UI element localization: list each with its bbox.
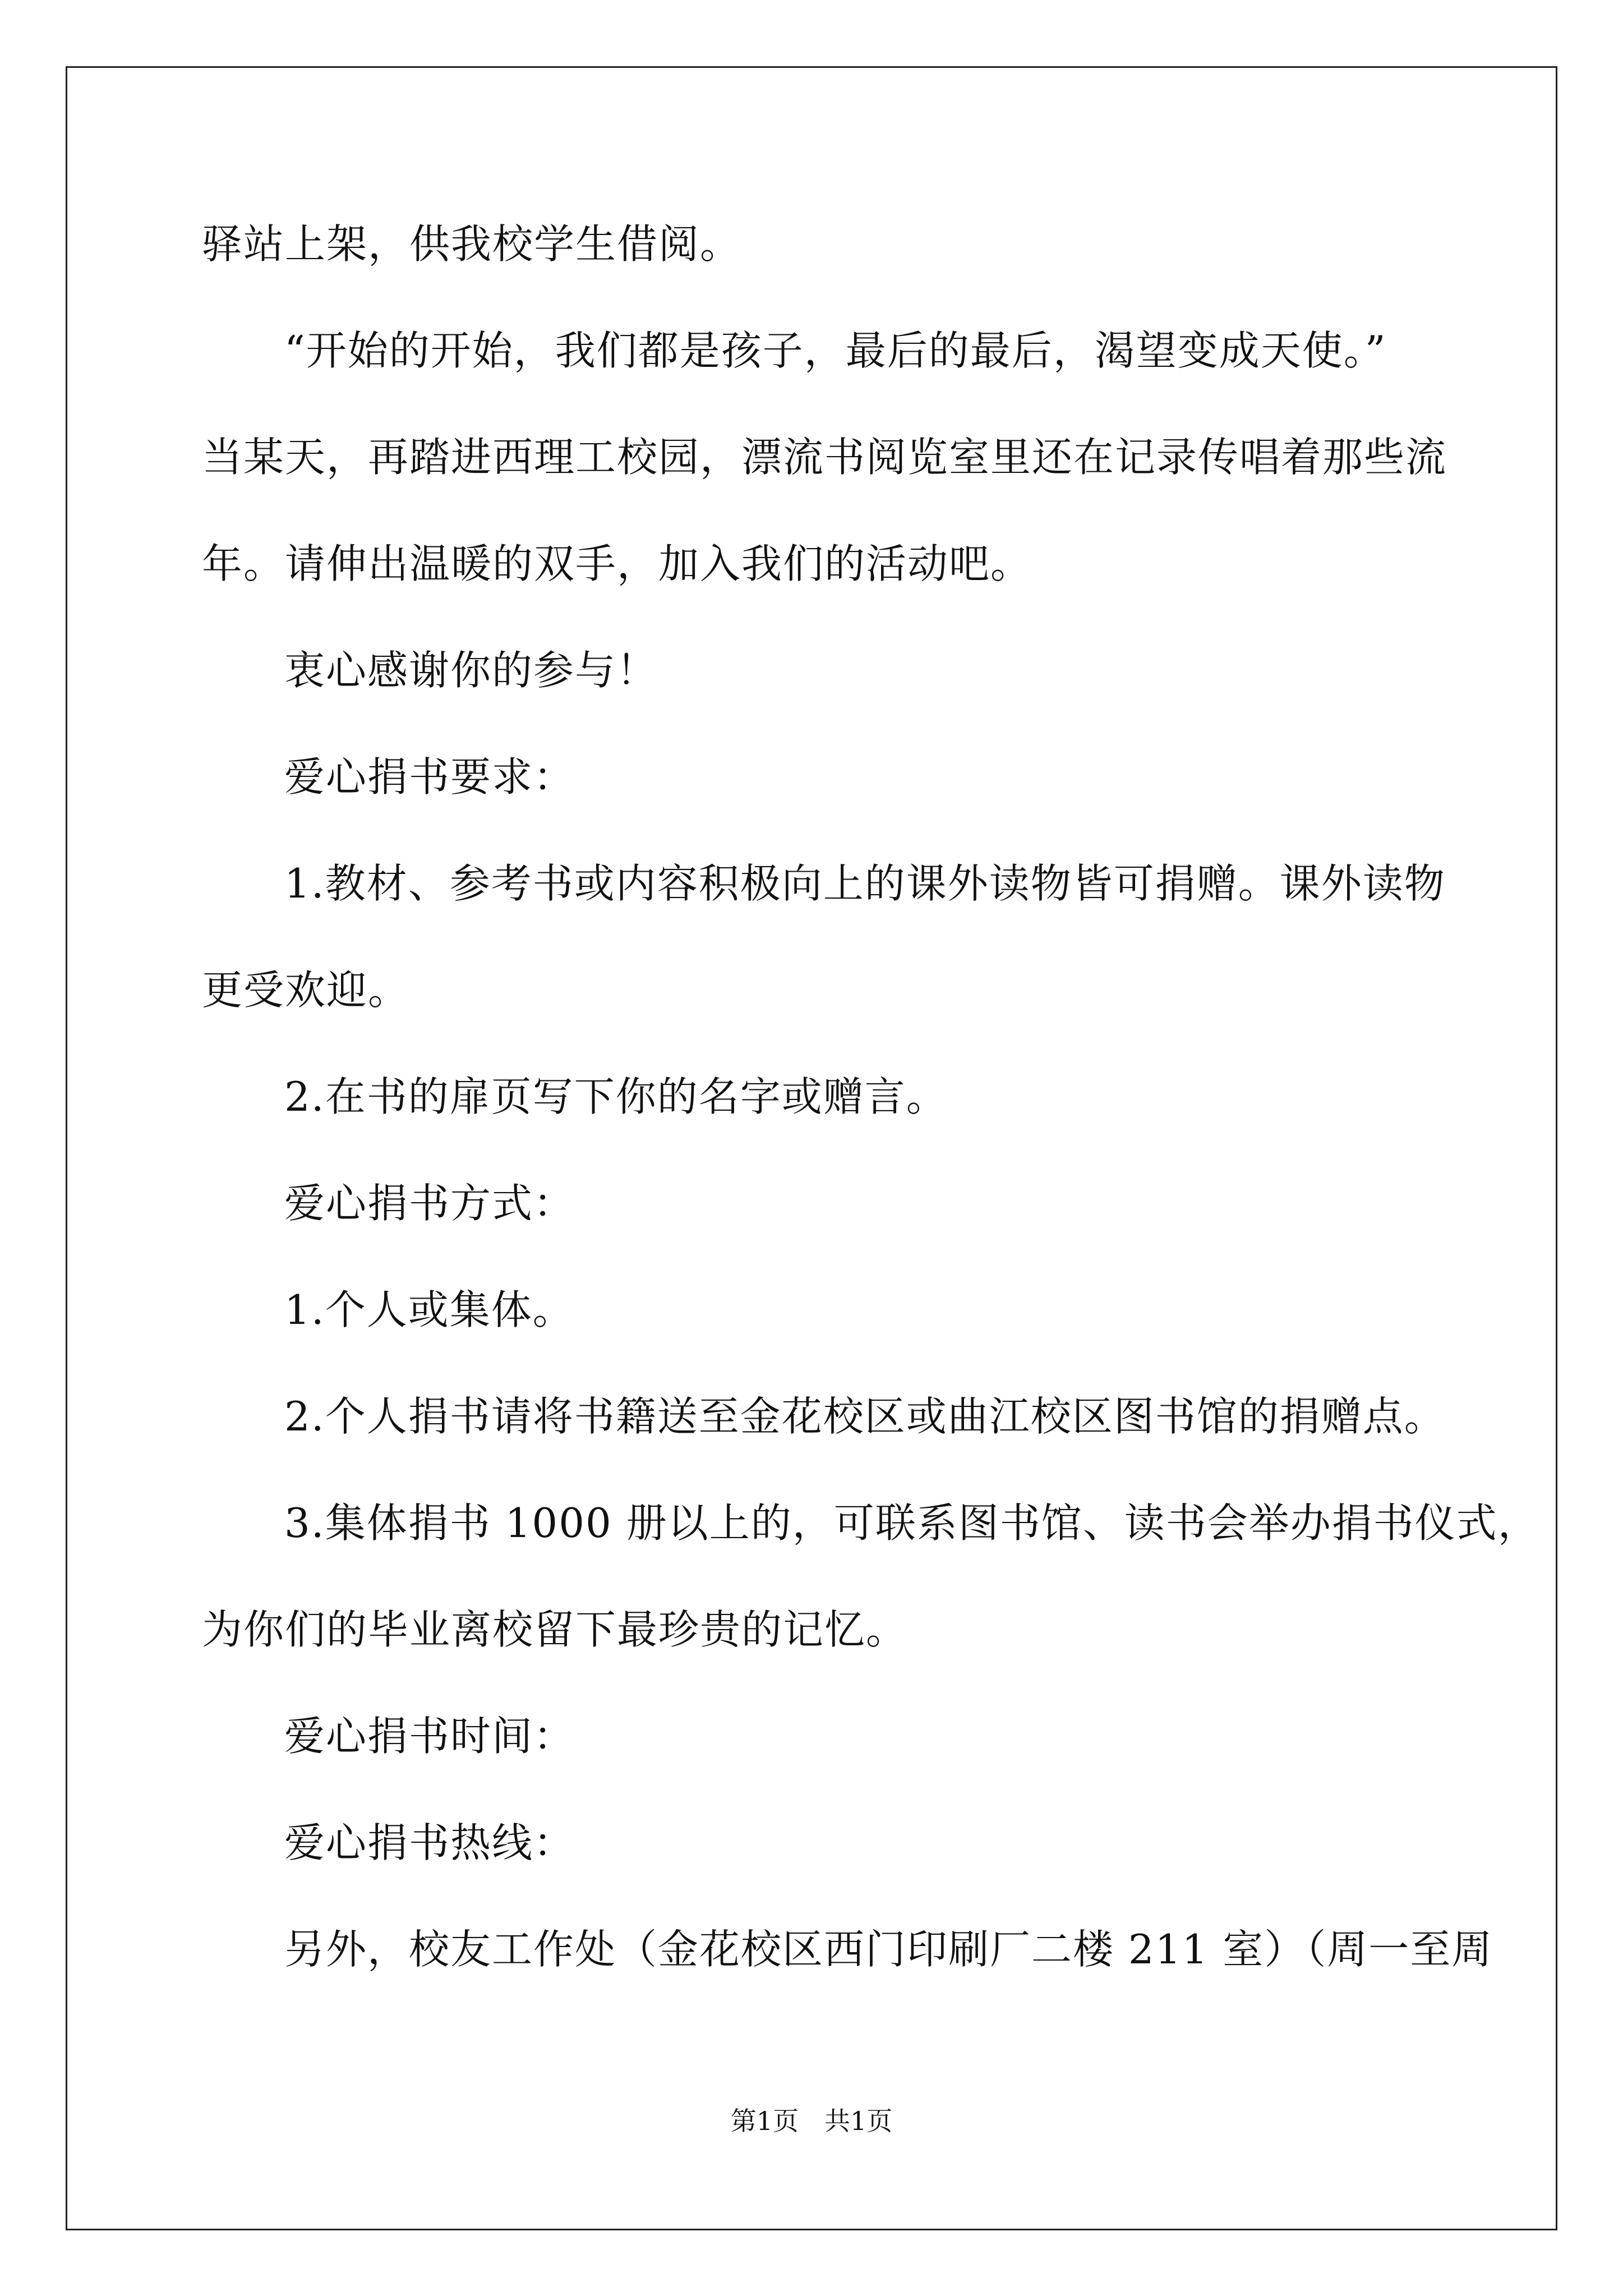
list-item-continued: 更受欢迎。: [202, 967, 410, 1014]
section-heading: 爱心捐书方式：: [284, 1180, 575, 1227]
section-heading: 爱心捐书热线：: [284, 1819, 575, 1866]
paragraph-line: 当某天，再踏进西理工校园，漂流书阅览室里还在记录传唱着那些流: [202, 434, 1447, 481]
section-heading: 爱心捐书要求：: [284, 753, 575, 800]
list-item: 1.个人或集体。: [284, 1286, 574, 1333]
section-heading: 爱心捐书时间：: [284, 1713, 575, 1760]
list-item: 2.个人捐书请将书籍送至金花校区或曲江校区图书馆的捐赠点。: [284, 1393, 1446, 1440]
paragraph-line: 另外，校友工作处（金花校区西门印刷厂二楼 211 室）（周一至周: [284, 1926, 1493, 1973]
list-item-continued: 为你们的毕业离校留下最珍贵的记忆。: [202, 1606, 908, 1653]
list-item: 1.教材、参考书或内容积极向上的课外读物皆可捐赠。课外读物: [284, 860, 1446, 907]
list-item: 2.在书的扉页写下你的名字或赠言。: [284, 1073, 948, 1120]
paragraph-line: “开始的开始，我们都是孩子，最后的最后，渴望变成天使。”: [284, 327, 1387, 374]
page-number-footer: 第1页 共1页: [730, 2106, 893, 2136]
list-item: 3.集体捐书 1000 册以上的，可联系图书馆、读书会举办捐书仪式，: [284, 1499, 1539, 1547]
paragraph-line: 年。请伸出温暖的双手，加入我们的活动吧。: [202, 540, 1032, 587]
paragraph-line: 驿站上架，供我校学生借阅。: [202, 220, 742, 268]
paragraph-line: 衷心感谢你的参与！: [284, 647, 658, 694]
